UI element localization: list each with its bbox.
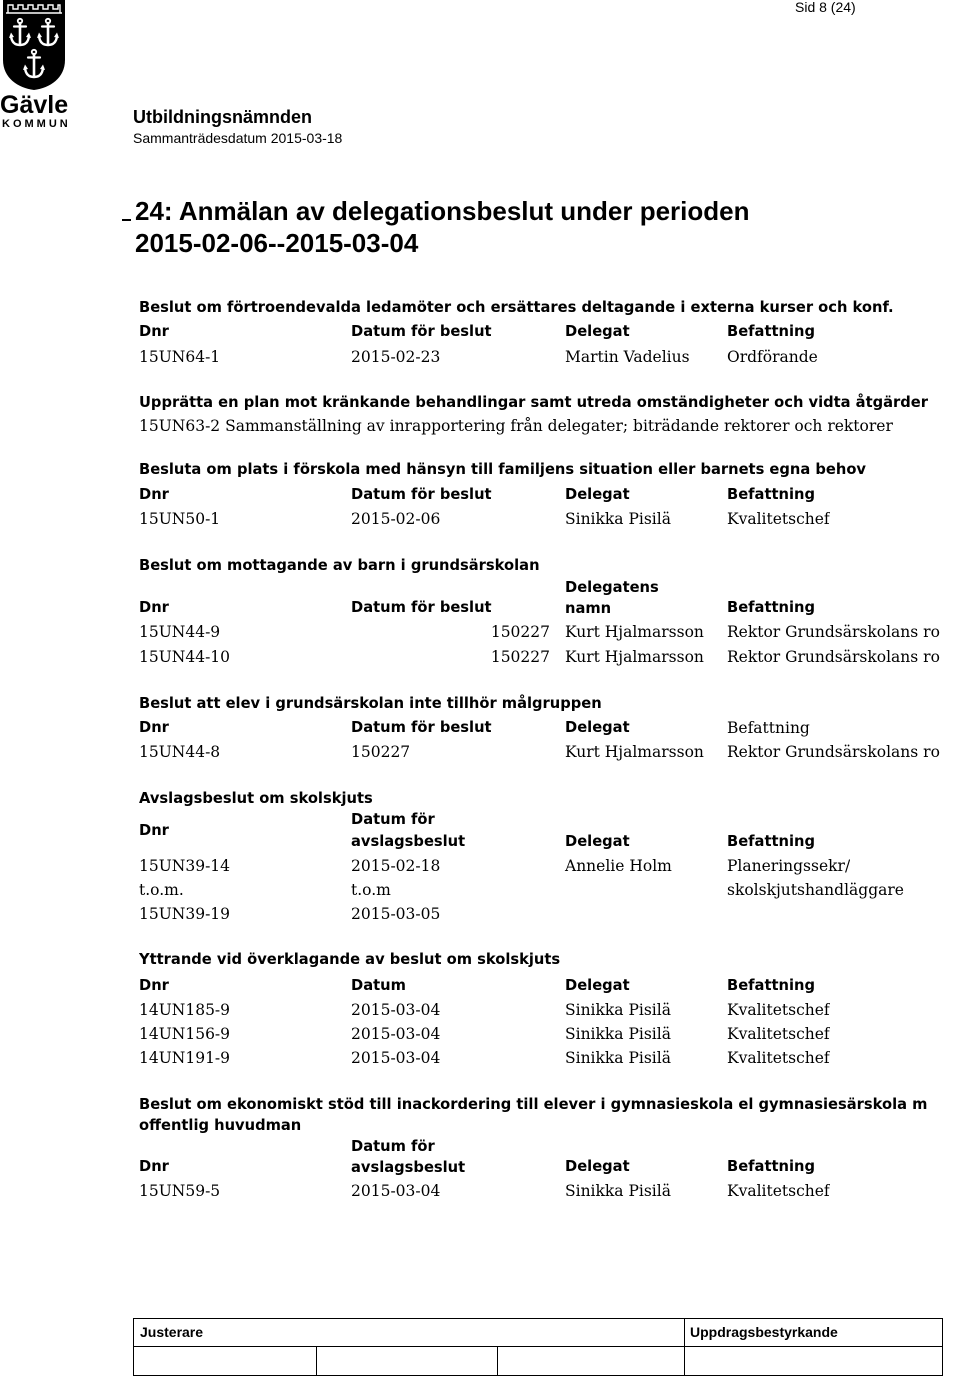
cell-position: Rektor Grundsärskolans ro (727, 743, 940, 761)
section-title: Besluta om plats i förskola med hänsyn till familjens situation eller barnets egna behov (139, 461, 866, 478)
section-title: Avslagsbeslut om skolskjuts (139, 790, 373, 807)
cell-delegate: Sinikka Pisilä (565, 1001, 671, 1019)
cell-delegate: Sinikka Pisilä (565, 1182, 671, 1200)
cell-date: 2015-03-04 (351, 1182, 441, 1200)
cell-dnr: t.o.m. (139, 881, 184, 899)
cell-dnr: 15UN39-19 (139, 905, 231, 923)
column-header-position: Befattning (727, 719, 810, 737)
cell-date: 150227 (490, 648, 550, 666)
certification-label: Uppdragsbestyrkande (690, 1324, 838, 1340)
cell-delegate: Sinikka Pisilä (565, 1025, 671, 1043)
section-text: 15UN63-2 Sammanställning av inrapportering från delegater; biträdande rektorer och rektorer (139, 417, 893, 435)
heading-marker (122, 219, 131, 221)
cell-date: 150227 (490, 623, 550, 641)
cell-position: Kvalitetschef (727, 1182, 830, 1200)
cell-dnr: 14UN191-9 (139, 1049, 231, 1067)
signature-table-column-divider (497, 1346, 498, 1375)
column-header-dnr: Dnr (139, 1158, 169, 1175)
section-title-continued: offentlig huvudman (139, 1117, 302, 1134)
column-header-date: Datum (351, 977, 406, 994)
section-title: Beslut att elev i grundsärskolan inte tillhör målgruppen (139, 695, 602, 712)
cell-position: Rektor Grundsärskolans ro (727, 623, 940, 641)
column-header-position: Befattning (727, 599, 815, 616)
column-header-delegate: Delegat (565, 323, 630, 340)
cell-delegate: Annelie Holm (565, 857, 672, 875)
signature-table-column-divider (316, 1346, 317, 1375)
column-header-delegate: Delegat (565, 486, 630, 503)
cell-dnr: 15UN59-5 (139, 1182, 221, 1200)
cell-position: Rektor Grundsärskolans ro (727, 648, 940, 666)
column-header-position: Befattning (727, 323, 815, 340)
column-header-dnr: Dnr (139, 977, 169, 994)
cell-dnr: 15UN64-1 (139, 348, 221, 366)
section-title: Beslut om förtroendevalda ledamöter och ersättares deltagande i externa kurser och konf. (139, 299, 894, 316)
cell-date: 2015-03-04 (351, 1001, 441, 1019)
cell-dnr: 15UN44-10 (139, 648, 231, 666)
cell-dnr: 14UN185-9 (139, 1001, 231, 1019)
column-header-position: Befattning (727, 833, 815, 850)
cell-date: 2015-02-23 (351, 348, 441, 366)
logo-wordmark: Gävle (0, 91, 69, 119)
column-header-dnr: Dnr (139, 323, 169, 340)
column-header-position: Befattning (727, 1158, 815, 1175)
signers-label: Justerare (140, 1324, 204, 1340)
cell-position: Kvalitetschef (727, 1025, 830, 1043)
signature-table (133, 1318, 943, 1376)
section-title: Beslut om mottagande av barn i grundsärskolan (139, 557, 540, 574)
cell-delegate: Sinikka Pisilä (565, 1049, 671, 1067)
cell-dnr: 15UN44-8 (139, 743, 221, 761)
page-title-period: 2015-02-06--2015-03-04 (135, 228, 419, 258)
cell-position: Planeringssekr/ (727, 857, 851, 875)
column-header-dnr: Dnr (139, 486, 169, 503)
cell-date: 2015-03-04 (351, 1025, 441, 1043)
section-title: Yttrande vid överklagande av beslut om skolskjuts (139, 951, 561, 968)
column-header-position: Befattning (727, 486, 815, 503)
signature-table-row-divider (134, 1346, 942, 1347)
column-header-date: Datum för beslut (351, 599, 492, 616)
column-header-date: Datum för avslagsbeslut (351, 1138, 466, 1176)
cell-position: skolskjutshandläggare (727, 881, 904, 899)
cell-dnr: 14UN156-9 (139, 1025, 231, 1043)
cell-dnr: 15UN50-1 (139, 510, 221, 528)
cell-delegate: Kurt Hjalmarsson (565, 743, 704, 761)
cell-position: Kvalitetschef (727, 1001, 830, 1019)
section-title: Upprätta en plan mot kränkande behandlingar samt utreda omständigheter och vidta åtgärder (139, 394, 928, 411)
cell-date: 150227 (351, 743, 411, 761)
column-header-delegate: Delegat (565, 719, 630, 736)
signature-table-column-divider (684, 1319, 685, 1375)
column-header-date: Datum för beslut (351, 486, 492, 503)
cell-delegate: Sinikka Pisilä (565, 510, 671, 528)
cell-position: Kvalitetschef (727, 510, 830, 528)
column-header-delegate: Delegat (565, 977, 630, 994)
column-header-dnr: Dnr (139, 822, 169, 839)
column-header-dnr: Dnr (139, 599, 169, 616)
column-header-date: Datum för beslut (351, 323, 492, 340)
cell-delegate: Martin Vadelius (565, 348, 690, 366)
cell-delegate: Kurt Hjalmarsson (565, 623, 704, 641)
column-header-delegate: Delegat (565, 1158, 630, 1175)
gavle-coat-of-arms-icon (2, 0, 66, 90)
meeting-date: Sammanträdesdatum 2015-03-18 (133, 130, 343, 146)
committee-name: Utbildningsnämnden (133, 107, 312, 127)
column-header-delegate: Delegat (565, 833, 630, 850)
cell-dnr: 15UN44-9 (139, 623, 221, 641)
cell-dnr: 15UN39-14 (139, 857, 231, 875)
page-indicator: Sid 8 (24) (795, 0, 856, 15)
page-title: 24: Anmälan av delegationsbeslut under perioden (135, 196, 750, 226)
cell-date: 2015-02-18 (351, 857, 441, 875)
logo-subtitle: KOMMUN (2, 118, 71, 130)
cell-date: 2015-03-05 (351, 905, 441, 923)
cell-date: 2015-03-04 (351, 1049, 441, 1067)
column-header-delegate: Delegatens namn (565, 579, 659, 617)
column-header-date: Datum för beslut (351, 719, 492, 736)
cell-delegate: Kurt Hjalmarsson (565, 648, 704, 666)
cell-position: Ordförande (727, 348, 818, 366)
cell-date: 2015-02-06 (351, 510, 441, 528)
section-title: Beslut om ekonomiskt stöd till inackordering till elever i gymnasieskola el gymnasiesärskola m (139, 1096, 928, 1113)
column-header-date: Datum för avslagsbeslut (351, 811, 466, 850)
cell-position: Kvalitetschef (727, 1049, 830, 1067)
column-header-position: Befattning (727, 977, 815, 994)
cell-date: t.o.m (351, 881, 391, 899)
column-header-dnr: Dnr (139, 719, 169, 736)
